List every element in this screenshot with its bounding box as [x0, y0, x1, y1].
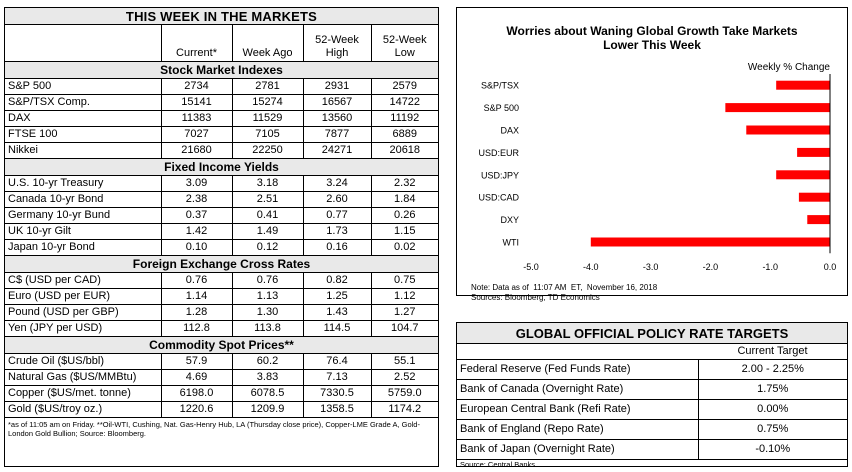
- row-value: 2.52: [371, 369, 438, 385]
- policy-column-header: Current Target: [737, 345, 808, 357]
- category-label: S&P/TSX: [480, 80, 519, 91]
- table-row: [5, 142, 438, 158]
- bar: [746, 126, 830, 135]
- row-value: 14722: [371, 94, 438, 110]
- row-value: 76.4: [303, 353, 371, 369]
- table-row: [5, 126, 438, 142]
- row-value: 0.75: [371, 272, 438, 288]
- row-value: 0.82: [303, 272, 371, 288]
- table-row: [5, 94, 438, 110]
- table-row: [457, 420, 847, 440]
- markets-column-header: 52-Week Low: [371, 25, 438, 61]
- row-label: Crude Oil ($US/bbl): [8, 354, 104, 367]
- row-value: 1.15: [371, 223, 438, 239]
- row-value: 20618: [371, 142, 438, 158]
- row-value: 112.8: [161, 320, 232, 336]
- row-label: U.S. 10-yr Treasury: [8, 176, 104, 189]
- markets-section-header: [5, 158, 438, 175]
- policy-rate-value: -0.10%: [698, 440, 847, 460]
- row-value: 0.41: [232, 207, 303, 223]
- markets-title: THIS WEEK IN THE MARKETS: [5, 8, 438, 25]
- row-value: 1.49: [232, 223, 303, 239]
- weekly-change-chart-svg: [457, 8, 847, 303]
- row-value: 0.10: [161, 239, 232, 255]
- row-value: 7330.5: [303, 385, 371, 401]
- category-label: WTI: [502, 237, 519, 248]
- table-row: [457, 440, 847, 460]
- row-value: 104.7: [371, 320, 438, 336]
- row-value: 2.38: [161, 191, 232, 207]
- row-value: 3.09: [161, 175, 232, 191]
- row-label: Germany 10-yr Bund: [5, 207, 161, 223]
- row-value: 1.73: [303, 223, 371, 239]
- row-label: Natural Gas ($US/MMBtu): [5, 369, 161, 385]
- policy-rate-value: 2.00 - 2.25%: [698, 360, 847, 380]
- bar: [725, 103, 830, 112]
- policy-header-row: [457, 344, 847, 360]
- row-value: 55.1: [371, 353, 438, 369]
- category-label: USD:JPY: [480, 170, 519, 181]
- policy-rate-panel: [456, 322, 848, 467]
- row-value: 16567: [303, 94, 371, 110]
- row-value: 1.42: [161, 223, 232, 239]
- row-label: FTSE 100: [5, 126, 161, 142]
- row-label: Yen (JPY per USD): [5, 320, 161, 336]
- category-label: USD:EUR: [478, 147, 519, 158]
- row-value: 1.12: [371, 288, 438, 304]
- markets-column-header: 52-Week High: [303, 25, 371, 61]
- row-value: 0.76: [232, 272, 303, 288]
- row-value: 1.13: [232, 288, 303, 304]
- x-tick-label: 0.0: [823, 262, 837, 273]
- policy-bank-label: European Central Bank (Refi Rate): [457, 400, 698, 420]
- row-value: 4.69: [161, 369, 232, 385]
- row-value: 1.14: [161, 288, 232, 304]
- table-row: [5, 239, 438, 255]
- table-row: [457, 380, 847, 400]
- x-tick-label: -1.0: [762, 262, 778, 273]
- markets-footnote: *as of 11:05 am on Friday. **Oil-WTI, Cushing, Nat. Gas-Henry Hub, LA (Thursday close price), Copper-LME Grade A, Gold-London Gold Bullion; Source: Bloomberg.: [5, 417, 438, 440]
- row-value: 60.2: [232, 353, 303, 369]
- category-label: DAX: [500, 125, 519, 136]
- policy-rate-value: 0.00%: [698, 400, 847, 420]
- bar: [807, 215, 830, 224]
- row-label: DAX: [5, 110, 161, 126]
- row-value: 13560: [303, 110, 371, 126]
- row-value: 6889: [371, 126, 438, 142]
- row-value: 1.30: [232, 304, 303, 320]
- table-row: [5, 272, 438, 288]
- policy-rate-value: 1.75%: [698, 380, 847, 400]
- policy-bank-label: Bank of Canada (Overnight Rate): [457, 380, 698, 400]
- row-label: C$ (USD per CAD): [8, 273, 101, 286]
- row-value: 21680: [161, 142, 232, 158]
- markets-table-panel: [4, 7, 439, 467]
- markets-section-title: Commodity Spot Prices**: [5, 336, 438, 353]
- row-value: 6198.0: [161, 385, 232, 401]
- chart-title: Lower This Week: [603, 38, 701, 52]
- row-value: 3.18: [232, 175, 303, 191]
- markets-section-title: Fixed Income Yields: [5, 158, 438, 175]
- bar: [797, 148, 830, 157]
- markets-table: [5, 25, 438, 417]
- table-row: [5, 288, 438, 304]
- row-value: 0.76: [161, 272, 232, 288]
- markets-column-headers: [5, 25, 438, 61]
- row-value: 11192: [371, 110, 438, 126]
- row-value: 113.8: [232, 320, 303, 336]
- row-value: 7027: [161, 126, 232, 142]
- policy-title: GLOBAL OFFICIAL POLICY RATE TARGETS: [457, 323, 847, 344]
- chart-value-label: Weekly % Change: [747, 62, 830, 73]
- row-label: Pound (USD per GBP): [5, 304, 161, 320]
- row-value: 2734: [161, 78, 232, 94]
- bar: [591, 238, 830, 247]
- x-tick-label: -4.0: [583, 262, 599, 273]
- row-value: 15141: [161, 94, 232, 110]
- row-value: 2931: [303, 78, 371, 94]
- table-row: [5, 191, 438, 207]
- markets-section-header: [5, 61, 438, 78]
- policy-bank-label: Bank of Japan (Overnight Rate): [457, 440, 698, 460]
- bar: [776, 170, 830, 179]
- markets-column-header: Week Ago: [232, 25, 303, 61]
- row-value: 6078.5: [232, 385, 303, 401]
- table-row: [5, 401, 438, 417]
- row-value: 24271: [303, 142, 371, 158]
- row-value: 7877: [303, 126, 371, 142]
- x-tick-label: -2.0: [702, 262, 719, 273]
- row-label: S&P 500: [8, 79, 52, 92]
- row-value: 0.02: [371, 239, 438, 255]
- row-value: 1358.5: [303, 401, 371, 417]
- row-value: 0.12: [232, 239, 303, 255]
- table-row: [457, 360, 847, 380]
- row-label: Nikkei: [5, 142, 161, 158]
- bar: [799, 193, 830, 202]
- row-value: 3.83: [232, 369, 303, 385]
- table-row: [5, 369, 438, 385]
- markets-section-title: Stock Market Indexes: [5, 61, 438, 78]
- row-value: 2.60: [303, 191, 371, 207]
- row-value: 114.5: [303, 320, 371, 336]
- table-row: [5, 207, 438, 223]
- row-value: 7.13: [303, 369, 371, 385]
- x-tick-label: -5.0: [523, 262, 539, 273]
- category-label: USD:CAD: [478, 192, 519, 203]
- row-value: 1.43: [303, 304, 371, 320]
- row-value: 7105: [232, 126, 303, 142]
- chart-title: Worries about Waning Global Growth Take Markets: [506, 24, 798, 38]
- x-tick-label: -3.0: [642, 262, 659, 273]
- row-label: Gold ($US/troy oz.): [5, 401, 161, 417]
- row-value: 0.16: [303, 239, 371, 255]
- table-row: [5, 385, 438, 401]
- row-value: 2781: [232, 78, 303, 94]
- category-label: DXY: [500, 215, 519, 226]
- row-value: 22250: [232, 142, 303, 158]
- row-value: 11383: [161, 110, 232, 126]
- row-value: 11529: [232, 110, 303, 126]
- row-label: Japan 10-yr Bond: [5, 239, 161, 255]
- policy-source: Source: Central Banks.: [457, 459, 847, 470]
- table-row: [5, 223, 438, 239]
- table-row: [5, 78, 438, 94]
- row-value: 3.24: [303, 175, 371, 191]
- row-value: 1220.6: [161, 401, 232, 417]
- row-value: 1.84: [371, 191, 438, 207]
- row-value: 1.28: [161, 304, 232, 320]
- row-label: S&P/TSX Comp.: [5, 94, 161, 110]
- markets-section-title: Foreign Exchange Cross Rates: [5, 255, 438, 272]
- table-row: [5, 320, 438, 336]
- row-value: 1174.2: [371, 401, 438, 417]
- policy-bank-label: Bank of England (Repo Rate): [457, 420, 698, 440]
- row-value: 0.26: [371, 207, 438, 223]
- chart-note: Note: Data as of 11:07 AM ET, November 16, 2018: [471, 283, 658, 293]
- row-value: 1.25: [303, 288, 371, 304]
- policy-rate-value: 0.75%: [698, 420, 847, 440]
- table-row: [5, 304, 438, 320]
- row-value: 1.27: [371, 304, 438, 320]
- row-value: 1209.9: [232, 401, 303, 417]
- table-row: [5, 175, 438, 191]
- row-label: Canada 10-yr Bond: [5, 191, 161, 207]
- row-value: 57.9: [161, 353, 232, 369]
- row-value: 0.37: [161, 207, 232, 223]
- chart-source: Sources: Bloomberg, TD Economics: [471, 293, 600, 303]
- row-value: 2.32: [371, 175, 438, 191]
- row-label: Copper ($US/met. tonne): [5, 385, 161, 401]
- policy-bank-label: Federal Reserve (Fed Funds Rate): [457, 360, 698, 380]
- policy-table: [457, 344, 847, 459]
- table-row: [5, 110, 438, 126]
- markets-section-header: [5, 255, 438, 272]
- table-row: [457, 400, 847, 420]
- row-label: Euro (USD per EUR): [5, 288, 161, 304]
- row-value: 0.77: [303, 207, 371, 223]
- row-label: UK 10-yr Gilt: [5, 223, 161, 239]
- row-value: 2.51: [232, 191, 303, 207]
- row-value: 15274: [232, 94, 303, 110]
- bar: [776, 81, 830, 90]
- table-row: [5, 353, 438, 369]
- markets-section-header: [5, 336, 438, 353]
- category-label: S&P 500: [483, 103, 519, 114]
- row-value: 2579: [371, 78, 438, 94]
- markets-column-header: Current*: [161, 25, 232, 61]
- row-value: 5759.0: [371, 385, 438, 401]
- weekly-change-chart: [456, 7, 848, 303]
